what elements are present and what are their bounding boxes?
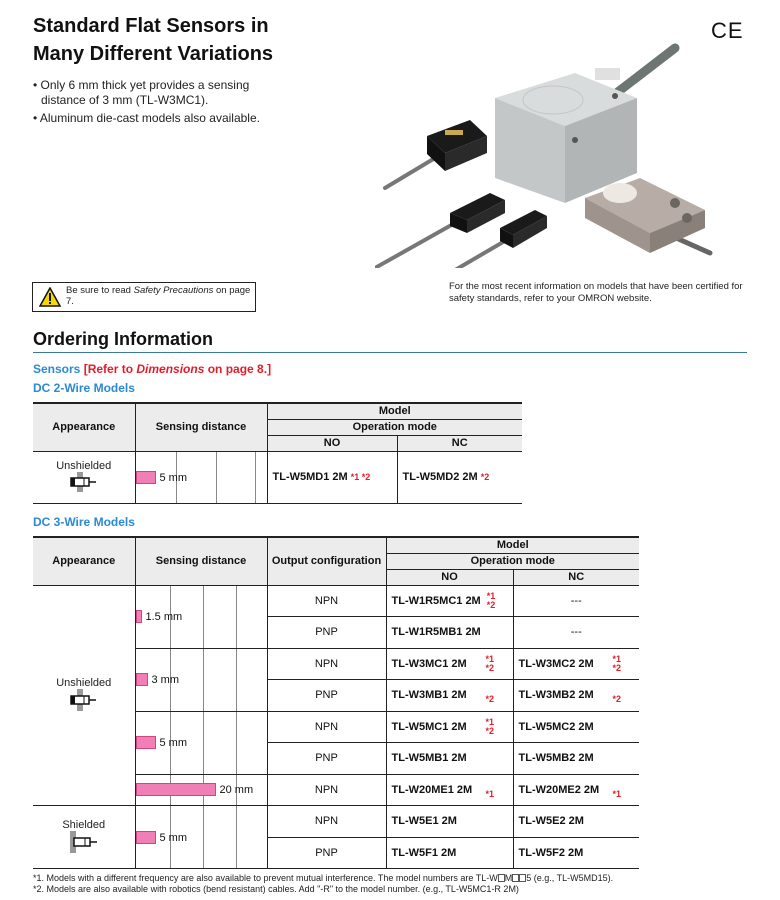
output-config-cell: PNP — [267, 680, 386, 712]
small-sensor-image-2 — [375, 193, 505, 268]
distance-bar — [136, 736, 156, 749]
page-title — [33, 12, 273, 68]
feature-bullets — [33, 78, 273, 129]
title-line-2: Many Different Variations — [33, 43, 274, 65]
unshielded-sensor-icon — [66, 472, 102, 492]
safety-warning-box — [32, 282, 256, 312]
no-model-cell: TL-W5F1 2M — [386, 837, 513, 869]
distance-label: 5 mm — [159, 471, 187, 484]
appearance-cell — [33, 451, 135, 503]
header-no: NO — [386, 569, 513, 585]
nc-model-cell: TL-W5F2 2M — [513, 837, 639, 869]
footnote-ref[interactable]: *1 — [612, 788, 622, 799]
footnotes — [33, 873, 613, 895]
header-output-configuration: Output configuration — [267, 537, 386, 585]
warning-text-end: on page 7. — [66, 285, 251, 307]
dimensions-reference[interactable]: [Refer to Dimensions on page 8.] — [83, 362, 272, 376]
output-config-cell: NPN — [267, 711, 386, 743]
no-model-cell: TL-W20ME1 2M *1 — [386, 774, 513, 806]
header-sensing-distance: Sensing distance — [135, 403, 267, 451]
appearance-label: Unshielded — [56, 459, 112, 472]
warning-triangle-icon — [39, 287, 61, 307]
header-appearance: Appearance — [33, 537, 135, 585]
distance-label: 3 mm — [151, 674, 179, 686]
table-row — [33, 451, 522, 503]
distance-label: 5 mm — [159, 831, 187, 844]
dc2-title: DC 2-Wire Models — [33, 381, 135, 395]
section-heading: Ordering Information — [33, 329, 213, 349]
sensing-distance-cell — [135, 806, 267, 869]
nc-model-cell: --- — [513, 617, 639, 649]
no-model-cell: TL-W1R5MB1 2M — [386, 617, 513, 649]
no-model-cell: TL-W5E1 2M — [386, 806, 513, 838]
distance-label: 1.5 mm — [145, 611, 183, 623]
header-nc: NC — [513, 569, 639, 585]
header-sensing-distance: Sensing distance — [135, 537, 267, 585]
output-config-cell: NPN — [267, 774, 386, 806]
footnote-ref[interactable]: *2 — [480, 472, 490, 482]
output-config-cell: NPN — [267, 648, 386, 680]
nc-model-cell: TL-W3MB2 2M *2 — [513, 680, 639, 712]
appearance-label: Unshielded — [56, 676, 112, 689]
bullet-item: • Only 6 mm thick yet provides a sensing distance of 3 mm (TL-W3MC1). — [33, 78, 250, 107]
header-operation-mode: Operation mode — [386, 553, 639, 569]
bullet-item: • Aluminum die-cast models also available. — [33, 111, 260, 125]
distance-bar — [136, 783, 216, 796]
nc-model-cell: TL-W3MC2 2M *1 *2 — [513, 648, 639, 680]
header-operation-mode: Operation mode — [267, 419, 522, 435]
nc-model-cell: TL-W20ME2 2M *1 — [513, 774, 639, 806]
sensing-distance-cell — [135, 585, 267, 648]
no-model-cell: TL-W3MC1 2M *1 *2 — [386, 648, 513, 680]
footnote-ref[interactable]: *1 *2 — [485, 653, 495, 673]
dc3-title: DC 3-Wire Models — [33, 515, 135, 529]
distance-label: 20 mm — [219, 784, 254, 797]
dc3-models-table — [33, 536, 639, 869]
footnote-2: *2. Models are also available with robotics (bend resistant) cables. Add "-R" to the model number. (e.g., TL-W5MC1-R 2M) — [33, 884, 519, 894]
footnote-ref[interactable]: *1 *2 — [350, 472, 371, 482]
no-model-cell: TL-W5MB1 2M — [386, 743, 513, 775]
sensors-label: Sensors — [33, 362, 81, 376]
sensing-distance-cell — [135, 451, 267, 503]
certification-note: For the most recent information on models that have been certified for safety standards, refer to your OMRON website. — [449, 281, 743, 304]
header-model: Model — [267, 403, 522, 419]
title-line-1: Standard Flat Sensors in — [33, 15, 269, 37]
distance-bar — [136, 673, 148, 686]
appearance-cell — [33, 806, 135, 869]
header-model: Model — [386, 537, 639, 553]
footnote-ref[interactable]: *2 — [485, 694, 495, 705]
product-photo — [375, 28, 725, 268]
sensors-subheading — [33, 362, 271, 376]
output-config-cell: PNP — [267, 743, 386, 775]
nc-model-cell: TL-W5E2 2M — [513, 806, 639, 838]
shielded-sensor-icon — [66, 831, 102, 853]
nc-model-cell: --- — [513, 585, 639, 617]
footnote-ref[interactable]: *1 *2 — [612, 653, 622, 673]
ce-mark-icon: CE — [711, 18, 744, 43]
small-sensor-image-1 — [385, 120, 487, 188]
appearance-label: Shielded — [62, 818, 106, 831]
table-row — [33, 806, 639, 838]
distance-bar — [136, 471, 156, 484]
no-model-cell: TL-W5MD1 2M *1 *2 — [267, 451, 397, 503]
nc-model-cell: TL-W5MB2 2M — [513, 743, 639, 775]
dc2-models-table — [33, 402, 522, 504]
header-nc: NC — [397, 435, 522, 451]
distance-label: 5 mm — [159, 737, 187, 749]
distance-bar — [136, 831, 156, 844]
appearance-cell — [33, 585, 135, 806]
nc-model-cell: TL-W5MD2 2M *2 — [397, 451, 522, 503]
output-config-cell: PNP — [267, 617, 386, 649]
no-model-cell: TL-W1R5MC1 2M *1 *2 — [386, 585, 513, 617]
output-config-cell: NPN — [267, 806, 386, 838]
footnote-ref[interactable]: *1 *2 — [486, 590, 496, 610]
distance-bar — [136, 610, 142, 623]
footnote-ref[interactable]: *2 — [612, 694, 622, 705]
header-no: NO — [267, 435, 397, 451]
section-divider — [33, 352, 747, 353]
sensing-distance-cell — [135, 711, 267, 774]
large-sensor-image — [495, 48, 675, 203]
no-model-cell: TL-W3MB1 2M *2 — [386, 680, 513, 712]
warning-text: Be sure to read — [66, 285, 134, 296]
output-config-cell: NPN — [267, 585, 386, 617]
sensing-distance-cell — [135, 648, 267, 711]
nc-model-cell: TL-W5MC2 2M — [513, 711, 639, 743]
sensing-distance-cell — [135, 774, 267, 806]
footnote-ref[interactable]: *1 — [485, 788, 495, 799]
table-row — [33, 585, 639, 617]
footnote-ref[interactable]: *1 *2 — [485, 716, 495, 736]
output-config-cell: PNP — [267, 837, 386, 869]
safety-precautions-link[interactable]: Safety Precautions — [133, 285, 214, 296]
aluminum-sensor-image — [585, 178, 710, 253]
header-appearance: Appearance — [33, 403, 135, 451]
unshielded-sensor-icon — [66, 689, 102, 711]
no-model-cell: TL-W5MC1 2M *1 *2 — [386, 711, 513, 743]
footnote-1: *1. Models with a different frequency are also available to prevent mutual interference. The model numbers are TL-W M 5 (e.g., TL-W5MD15). — [33, 873, 614, 883]
